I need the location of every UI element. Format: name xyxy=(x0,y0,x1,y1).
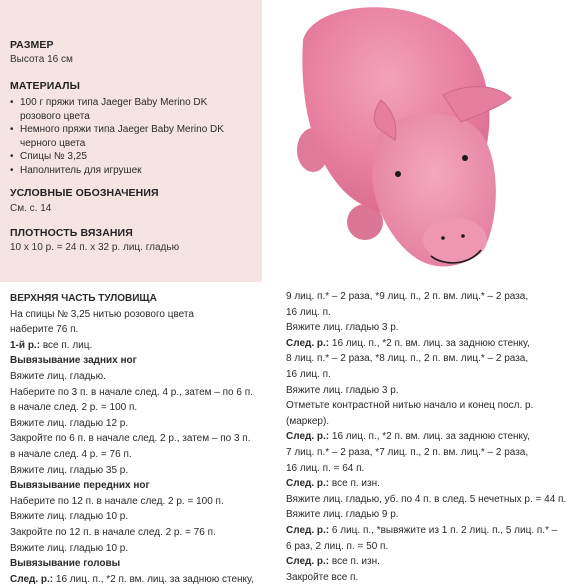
text-line: Вяжите лиц. гладью 10 р. xyxy=(10,542,129,554)
gauge-value: 10 х 10 р. = 24 п. х 32 р. лиц. гладью xyxy=(10,242,180,253)
text-line: След. р.: 16 лиц. п., *2 п. вм. лиц. за заднюю стенку, xyxy=(286,337,530,349)
subsection-heading: Вывязывание задних ног xyxy=(10,355,137,367)
text-line: Вяжите лиц. гладью 3 р. xyxy=(286,384,399,396)
materials-item: • Немного пряжи типа Jaeger Baby Merino DK черного цвета xyxy=(10,123,258,150)
text-line: 16 лиц. п. xyxy=(286,368,331,380)
text-line: Вяжите лиц. гладью 10 р. xyxy=(10,511,129,523)
size-value: Высота 16 см xyxy=(10,54,73,65)
knitted-pig-illustration xyxy=(283,0,570,282)
text-line: След. р.: 16 лиц. п., *2 п. вм. лиц. за заднюю стенку, xyxy=(286,431,530,443)
text-line: 9 лиц. п.* – 2 раза, *9 лиц. п., 2 п. вм. лиц.* – 2 раза, xyxy=(286,291,529,302)
instructions-left-column xyxy=(10,291,272,587)
text-line: На спицы № 3,25 нитью розового цвета xyxy=(10,308,194,320)
materials-item: • Наполнитель для игрушек xyxy=(10,164,258,178)
text-line: 16 лиц. п. = 64 п. xyxy=(286,462,365,474)
text-line: Закройте по 12 п. в начале след. 2 р. = 76 п. xyxy=(10,526,216,538)
text-line: Закройте все п. xyxy=(286,571,359,583)
gauge-heading: ПЛОТНОСТЬ ВЯЗАНИЯ xyxy=(10,227,133,239)
subsection-heading: Вывязывание головы xyxy=(10,558,121,570)
pig-photo xyxy=(283,0,570,282)
text-line: Вяжите лиц. гладью 35 р. xyxy=(10,464,129,476)
symbols-value: См. с. 14 xyxy=(10,203,52,214)
text-line: Вяжите лиц. гладью 9 р. xyxy=(286,509,399,521)
info-panel xyxy=(0,0,262,282)
text-line: След. р.: 16 лиц. п., *2 п. вм. лиц. за заднюю стенку, xyxy=(10,573,254,585)
materials-heading: МАТЕРИАЛЫ xyxy=(10,80,81,92)
text-line: Закройте по 6 п. в начале след. 2 р., затем – по 3 п. xyxy=(10,433,251,445)
text-line: Вяжите лиц. гладью 12 р. xyxy=(10,417,129,429)
subsection-heading: Вывязывание передних ног xyxy=(10,480,150,492)
pig-snout xyxy=(423,218,487,262)
text-line: в начале след. 4 р. = 76 п. xyxy=(10,448,132,460)
text-line: Наберите по 12 п. в начале след. 2 р. = 100 п. xyxy=(10,495,224,507)
text-line: Отметьте контрастной нитью начало и конец посл. р. xyxy=(286,400,534,412)
materials-list xyxy=(10,96,258,177)
symbols-heading: УСЛОВНЫЕ ОБОЗНАЧЕНИЯ xyxy=(10,187,159,199)
section-title: ВЕРХНЯЯ ЧАСТЬ ТУЛОВИЩА xyxy=(10,293,157,304)
text-line: Наберите по 3 п. в начале след. 4 р., затем – по 6 п. xyxy=(10,386,253,398)
text-line: Вяжите лиц. гладью. xyxy=(10,370,106,382)
text-line: Вяжите лиц. гладью, уб. по 4 п. в след. 5 нечетных р. = 44 п. xyxy=(286,493,567,505)
text-line: наберите 76 п. xyxy=(10,324,79,336)
instructions-right-column xyxy=(286,289,568,585)
text-line: 8 лиц. п.* – 2 раза, *8 лиц. п., 2 п. вм. лиц.* – 2 раза, xyxy=(286,353,529,365)
materials-item: • Спицы № 3,25 xyxy=(10,150,258,164)
text-line: (маркер). xyxy=(286,415,330,427)
text-line: 7 лиц. п.* – 2 раза, *7 лиц. п., 2 п. вм. лиц.* – 2 раза, xyxy=(286,446,529,458)
text-line: в начале след. 2 р. = 100 п. xyxy=(10,402,138,414)
text-line: След. р.: все п. изн. xyxy=(286,556,380,568)
materials-item: • 100 г пряжи типа Jaeger Baby Merino DK розового цвета xyxy=(10,96,258,123)
text-line: 1-й р.: все п. лиц. xyxy=(10,339,93,351)
size-heading: РАЗМЕР xyxy=(10,39,54,51)
pig-eye-left xyxy=(395,171,401,177)
text-line: След. р.: все п. изн. xyxy=(286,478,380,490)
text-line: 16 лиц. п. xyxy=(286,306,331,318)
text-line: След. р.: 6 лиц. п., *вывяжите из 1 п. 2 лиц. п., 5 лиц. п.* – xyxy=(286,524,558,536)
pig-eye-right xyxy=(462,155,468,161)
text-line: Вяжите лиц. гладью 3 р. xyxy=(286,322,399,334)
text-line: 6 раз, 2 лиц. п. = 50 п. xyxy=(286,540,389,552)
